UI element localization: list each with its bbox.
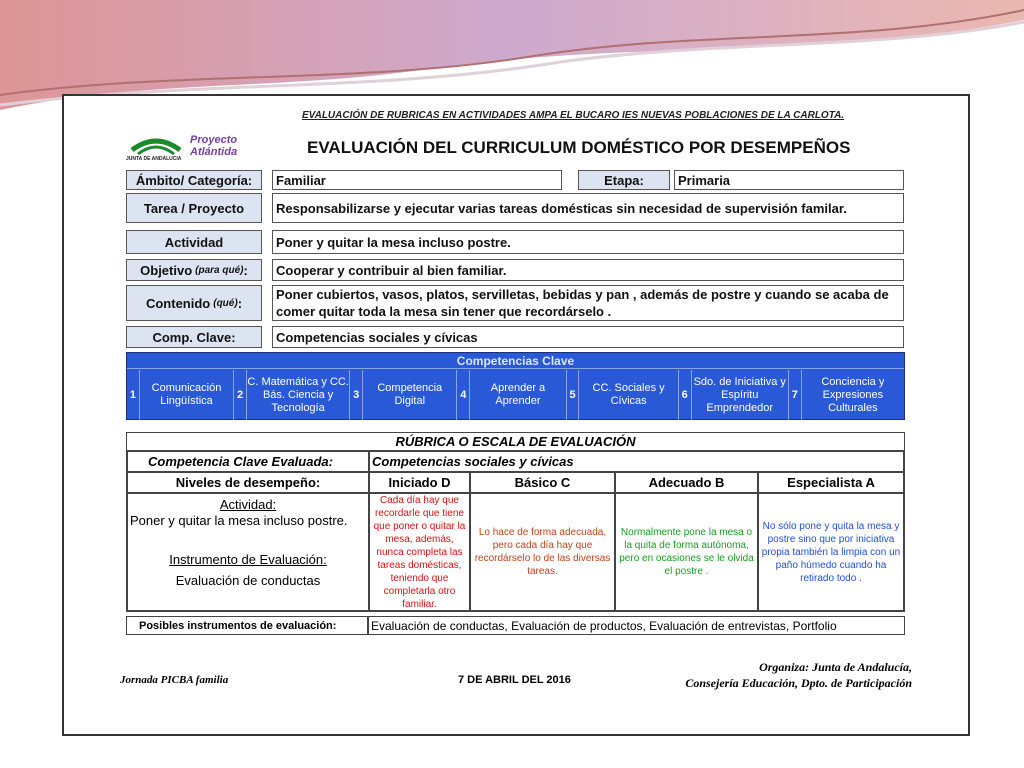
etapa-label: Etapa: [578,170,670,190]
level-especialista: Especialista A [758,472,904,493]
actividad-value: Poner y quitar la mesa incluso postre. [272,230,904,254]
competencias-row [127,370,904,420]
desc-especialista: No sólo pone y quita la mesa y postre sino que por iniciativa propia también la limpia con un paño húmedo cuando ha retirado todo . [758,493,904,611]
contenido-label [126,285,262,321]
objetivo-label-text: Objetivo [140,262,193,278]
contenido-label-text: Contenido [145,295,211,311]
comp-num-3: 3 [350,370,363,420]
footer-right-line1: Organiza: Junta de Andalucía, [759,660,912,674]
comp-num-7: 7 [789,370,802,420]
posibles-label: Posibles instrumentos de evaluación: [126,616,368,635]
competencias-panel [126,352,905,420]
contenido-label-small: (qué) [213,297,238,309]
comp-num-1: 1 [127,370,140,420]
rub-instrumento-text: Evaluación de conductas [175,573,321,588]
ambito-label: Ámbito/ Categoría: [126,170,262,190]
rub-actividad-text: Poner y quitar la mesa incluso postre. [130,513,348,528]
competencias-title: Competencias Clave [127,353,904,369]
header-topline: EVALUACIÓN DE RUBRICAS EN ACTIVIDADES AMPA EL BUCARO IES NUEVAS POBLACIONES DE LA CARLOTA. [302,110,845,121]
logo-area [126,130,260,170]
etapa-value: Primaria [674,170,904,190]
desc-adecuado: Normalmente pone la mesa o la quita de forma autónoma, pero en ocasiones se le olvida el postre . [615,493,758,611]
document-sheet [62,94,970,736]
level-iniciado: Iniciado D [369,472,470,493]
rub-actividad-heading: Actividad: [219,497,277,512]
comp-value: Competencias sociales y cívicas [272,326,904,348]
level-adecuado: Adecuado B [615,472,758,493]
comp-num-6: 6 [679,370,692,420]
niveles-label: Niveles de desempeño: [127,472,369,493]
comp-item-1: Comunicación Lingüística [140,370,234,420]
footer-date: 7 DE ABRIL DEL 2016 [458,674,571,686]
comp-eval-label: Competencia Clave Evaluada: [127,451,369,472]
footer-left: Jornada PICBA familia [120,674,229,686]
comp-num-2: 2 [234,370,247,420]
tarea-label: Tarea / Proyecto [126,193,262,223]
contenido-label-colon: : [237,295,243,311]
comp-num-5: 5 [567,370,580,420]
comp-item-3: Competencia Digital [363,370,457,420]
comp-item-7: Conciencia y Expresiones Culturales [821,375,885,414]
comp-item-5: CC. Sociales y Cívicas [579,370,678,420]
objetivo-value: Cooperar y contribuir al bien familiar. [272,259,904,281]
logo-text: JUNTA DE ANDALUCIA [126,156,182,162]
comp-item-6: Sdo. de Iniciativa y Espíritu Emprendedor [692,370,789,420]
objetivo-label-small: (para qué) [195,264,244,276]
objetivo-label-colon: : [243,262,248,278]
comp-item-4: Aprender a Aprender [470,370,566,420]
rub-instrumento-heading: Instrumento de Evaluación: [169,552,327,567]
junta-andalucia-logo [126,130,186,170]
comp-eval-value: Competencias sociales y cívicas [369,451,904,472]
rubrica-box [126,432,905,612]
rubrica-title: RÚBRICA O ESCALA DE EVALUACIÓN [127,433,904,451]
footer-right [664,659,912,691]
tarea-value: Responsabilizarse y ejecutar varias tareas domésticas sin necesidad de supervisión familar. [272,193,904,223]
actividad-cell [127,493,369,611]
footer-right-line2: Consejería Educación, Dpto. de Participación [685,676,912,690]
desc-iniciado: Cada día hay que recordarle que tiene que poner o quitar la mesa, además, nunca completa las tareas domésticas, teniendo que completarla otro familiar. [369,493,470,611]
page-title: EVALUACIÓN DEL CURRICULUM DOMÉSTICO POR DESEMPEÑOS [307,138,851,157]
ambito-value: Familiar [272,170,562,190]
comp-num-4: 4 [457,370,470,420]
objetivo-label [126,259,262,281]
desc-basico: Lo hace de forma adecuada, pero cada día hay que recordárselo lo de las diversas tareas. [470,493,615,611]
posibles-value: Evaluación de conductas, Evaluación de productos, Evaluación de entrevistas, Portfolio [368,616,905,635]
comp-item-2: C. Matemática y CC. Bás. Ciencia y Tecnología [247,370,350,420]
proyecto-atlantida-logo: Proyecto Atlántida [190,134,238,158]
actividad-label: Actividad [126,230,262,254]
level-basico: Básico C [470,472,615,493]
comp-label: Comp. Clave: [126,326,262,348]
contenido-value: Poner cubiertos, vasos, platos, servilletas, bebidas y pan , además de postre y cuando se acaba de comer quitar toda la mesa sin tener que recordárselo . [272,285,904,321]
